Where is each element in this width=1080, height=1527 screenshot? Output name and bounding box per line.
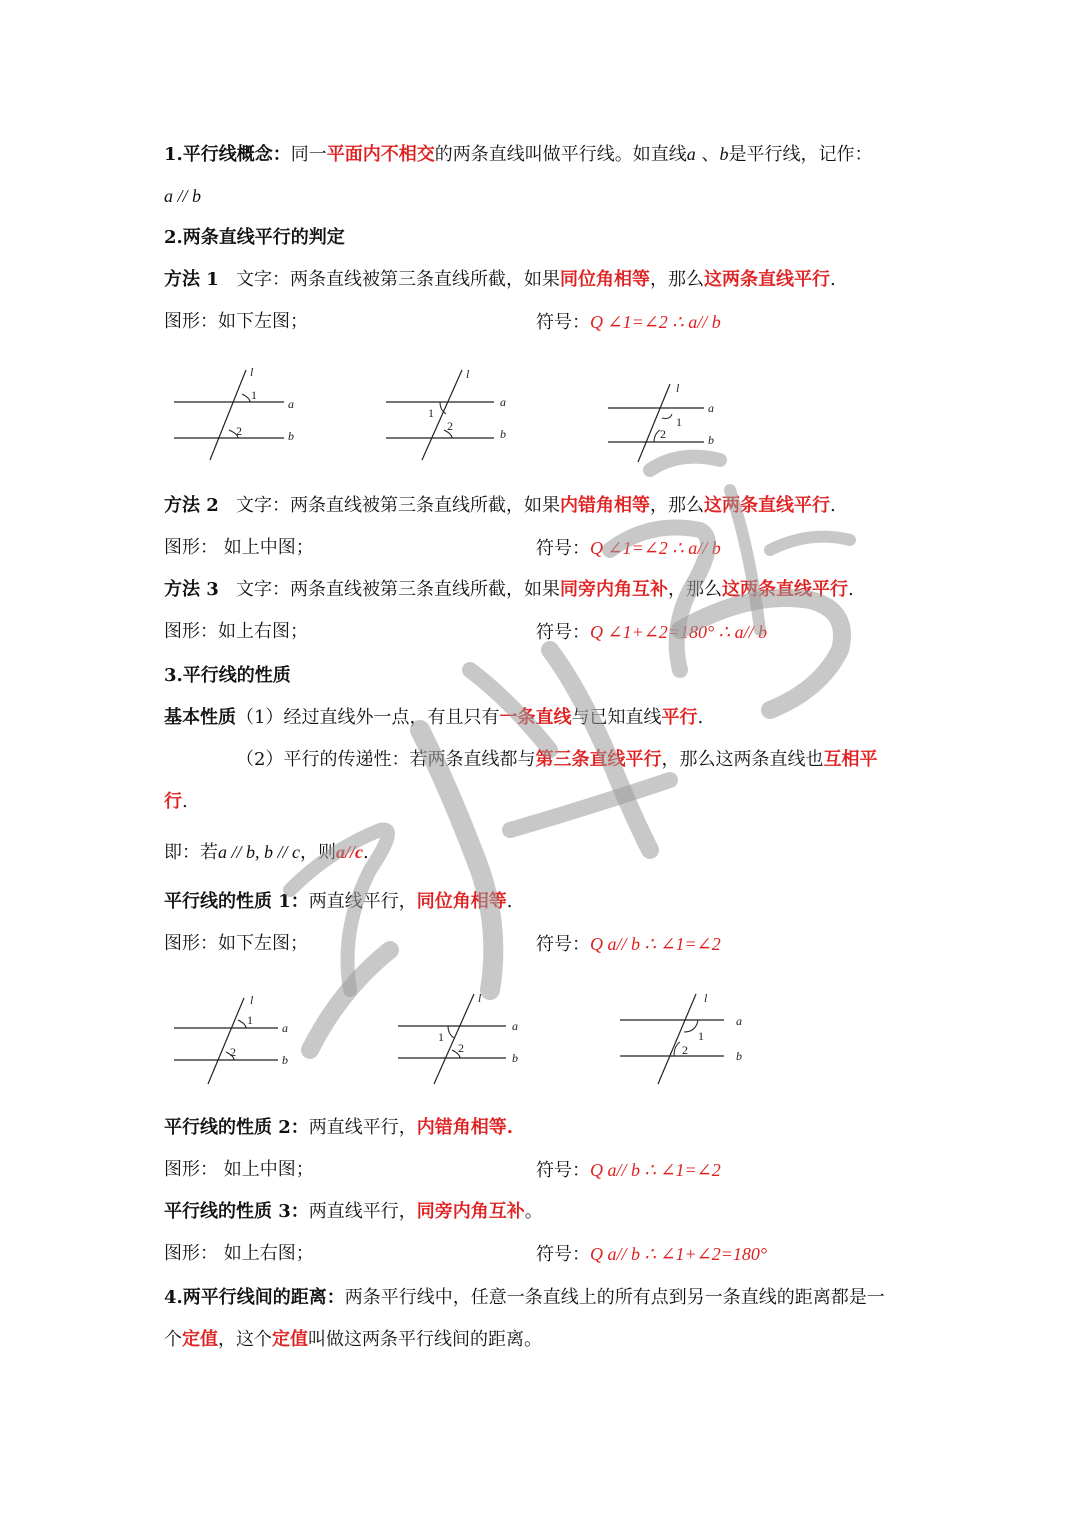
svg-text:2: 2 (230, 1045, 236, 1059)
figure-corresponding-angles (166, 364, 306, 464)
svg-text:a: a (282, 1021, 288, 1035)
method-1-symbol: 符号：Q ∠1=∠2 ∴ a// b (536, 312, 721, 333)
svg-text:1: 1 (251, 388, 257, 402)
svg-text:2: 2 (447, 419, 453, 433)
svg-text:l: l (250, 993, 254, 1007)
property-1-figure-ref: 图形：如下左图； (164, 933, 308, 954)
distance-definition-2: 个定值，这个定值叫做这两条平行线间的距离。 (164, 1329, 542, 1350)
svg-text:b: b (500, 427, 506, 441)
svg-text:2: 2 (660, 427, 666, 441)
red-keyword: 平面内不相交 (326, 144, 435, 165)
property-2-symbol: 符号：Q a// b ∴ ∠1=∠2 (536, 1160, 721, 1181)
method-2-label: 方法 2 (164, 495, 219, 516)
svg-text:1: 1 (428, 406, 434, 420)
basic-property-2-cont: 行. (164, 791, 188, 812)
basic-property-2: （2）平行的传递性：若两条直线都与第三条直线平行，那么这两条直线也互相平 (236, 749, 878, 770)
method-1-figure-ref: 图形：如下左图； (164, 311, 308, 332)
property-2-text: 平行线的性质 2：两直线平行，内错角相等. (164, 1117, 514, 1138)
figure-property-alternate (390, 990, 530, 1090)
svg-text:b: b (512, 1051, 518, 1065)
method-3-figure-ref: 图形：如上右图； (164, 621, 308, 642)
svg-text:l: l (250, 365, 254, 379)
figure-property-co-interior (612, 990, 752, 1090)
method-2-text: 方法 2 文字：两条直线被第三条直线所截，如果内错角相等，那么这两条直线平行. (164, 495, 836, 516)
svg-text:a: a (708, 401, 714, 415)
property-3-symbol: 符号：Q a// b ∴ ∠1+∠2=180° (536, 1244, 768, 1265)
method-2-symbol: 符号：Q ∠1=∠2 ∴ a// b (536, 538, 721, 559)
svg-text:1: 1 (698, 1029, 704, 1043)
svg-text:a: a (512, 1019, 518, 1033)
property-1-symbol: 符号：Q a// b ∴ ∠1=∠2 (536, 934, 721, 955)
watermark-calligraphy (250, 430, 890, 1130)
concept-line-1: 1.平行线概念：同一平面内不相交的两条直线叫做平行线。如直线a 、b是平行线，记作： (164, 144, 873, 165)
method-1-label: 方法 1 (164, 269, 219, 290)
section-4-heading: 4.两平行线间的距离： (164, 1287, 345, 1308)
figure-co-interior-angles (600, 378, 740, 468)
section-3-heading: 3.平行线的性质 (164, 665, 291, 686)
section-1-heading: 1.平行线概念： (164, 144, 291, 165)
parallel-notation: a // b (164, 186, 202, 206)
method-2-figure-ref: 图形： 如上中图； (164, 537, 314, 558)
figure-property-corresponding (166, 990, 306, 1090)
svg-text:b: b (736, 1049, 742, 1063)
method-3-label: 方法 3 (164, 579, 219, 600)
method-1-text: 方法 1 文字：两条直线被第三条直线所截，如果同位角相等，那么这两条直线平行. (164, 269, 836, 290)
svg-text:2: 2 (458, 1041, 464, 1055)
svg-text:l: l (466, 367, 470, 381)
svg-text:1: 1 (438, 1030, 444, 1044)
transitivity-example: 即：若a // b, b // c，则a//c. (164, 842, 369, 863)
svg-text:l: l (676, 381, 680, 395)
svg-text:b: b (282, 1053, 288, 1067)
svg-text:2: 2 (682, 1043, 688, 1057)
section-2-heading: 2.两条直线平行的判定 (164, 227, 345, 248)
svg-text:l: l (704, 991, 708, 1005)
property-3-figure-ref: 图形： 如上右图； (164, 1243, 314, 1264)
svg-text:a: a (736, 1014, 742, 1028)
basic-property-1: 基本性质（1）经过直线外一点，有且只有一条直线与已知直线平行. (164, 707, 704, 728)
svg-text:l: l (478, 991, 482, 1005)
method-3-symbol: 符号：Q ∠1+∠2=180° ∴ a// b (536, 622, 768, 643)
property-2-figure-ref: 图形： 如上中图； (164, 1159, 314, 1180)
svg-text:a: a (288, 397, 294, 411)
property-3-text: 平行线的性质 3：两直线平行，同旁内角互补。 (164, 1201, 543, 1222)
svg-text:a: a (500, 395, 506, 409)
svg-text:1: 1 (676, 415, 682, 429)
svg-text:1: 1 (247, 1013, 253, 1027)
property-1-text: 平行线的性质 1：两直线平行，同位角相等. (164, 891, 513, 912)
distance-definition-1: 4.两平行线间的距离：两条平行线中，任意一条直线上的所有点到另一条直线的距离都是一 (164, 1287, 885, 1308)
method-3-text: 方法 3 文字：两条直线被第三条直线所截，如果同旁内角互补，那么这两条直线平行. (164, 579, 854, 600)
figure-alternate-angles (378, 364, 518, 464)
svg-text:b: b (288, 429, 294, 443)
svg-text:2: 2 (236, 424, 242, 438)
svg-text:b: b (708, 433, 714, 447)
